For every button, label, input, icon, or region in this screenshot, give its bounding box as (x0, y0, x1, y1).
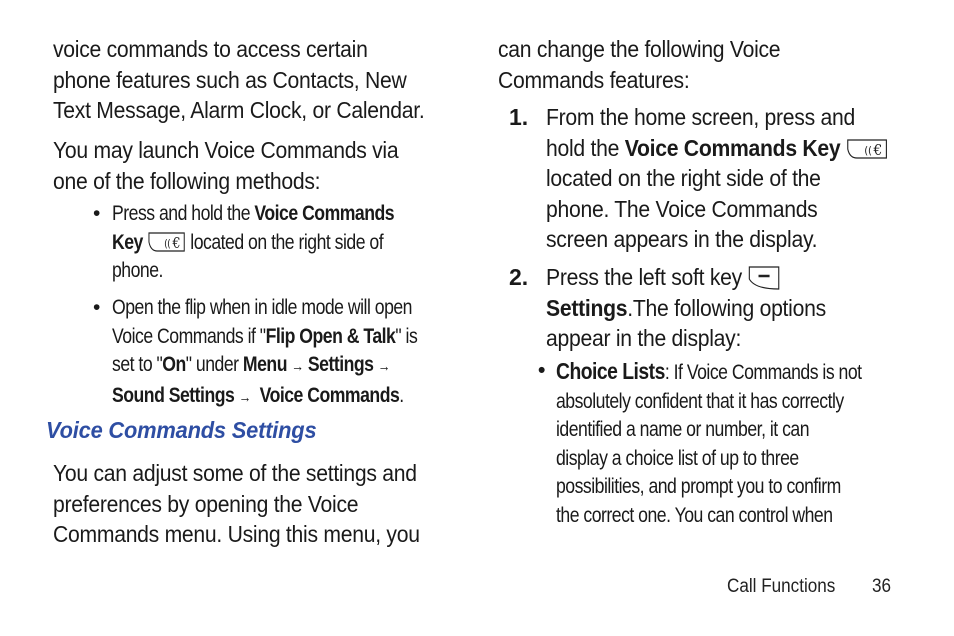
voice-commands-key-icon (846, 139, 888, 159)
step-number: 1. (509, 104, 529, 130)
bullet-choice-lists: Choice Lists: If Voice Commands is not absolutely confident that it has correctly identified a name or number, it can display a choice list of up to three possibilities, and prompt you to confirm the correct one. You can control when (556, 358, 862, 527)
voice-commands-key-icon (147, 232, 186, 252)
page-number: 36 (872, 576, 892, 597)
svg-text:€: € (172, 234, 180, 252)
paragraph-launch-methods: You may launch Voice Commands via one of the following methods: (53, 137, 399, 194)
svg-text:€: € (873, 142, 883, 159)
bullet-marker: • (93, 296, 101, 319)
bullet-marker: • (93, 202, 101, 225)
bullet-open-flip: Open the flip when in idle mode will open Voice Commands if "Flip Open & Talk" is set to "On" under Menu → Settings → Sound Settings → Voice Commands. (112, 296, 418, 407)
arrow-icon: → (377, 358, 390, 375)
left-soft-key-icon (748, 265, 781, 291)
step-number: 2. (509, 264, 529, 290)
svg-text:((: (( (864, 144, 872, 157)
section-heading: Voice Commands Settings (46, 417, 317, 443)
svg-text:((: (( (164, 237, 171, 250)
step-2-text: Press the left soft key Settings.The following options appear in the display: (546, 264, 826, 351)
footer-section-title: Call Functions (727, 576, 836, 597)
bullet-marker: • (538, 359, 546, 382)
bullet-press-and-hold: Press and hold the Voice Commands Key (( € located on the right side of phone. (112, 202, 395, 282)
paragraph-adjust-settings: You can adjust some of the settings and preferences by opening the Voice Commands menu. Using this menu, you (53, 460, 420, 547)
paragraph-features: can change the following Voice Commands features: (498, 36, 781, 93)
arrow-icon: → (238, 388, 251, 406)
paragraph-intro: voice commands to access certain phone features such as Contacts, New Text Message, Alarm Clock, or Calendar. (53, 36, 425, 123)
arrow-icon: → (291, 358, 304, 375)
step-1-text: From the home screen, press and hold the Voice Commands Key (( € located on the right side of the phone. The Voice Commands screen appears in the display. (546, 102, 888, 255)
